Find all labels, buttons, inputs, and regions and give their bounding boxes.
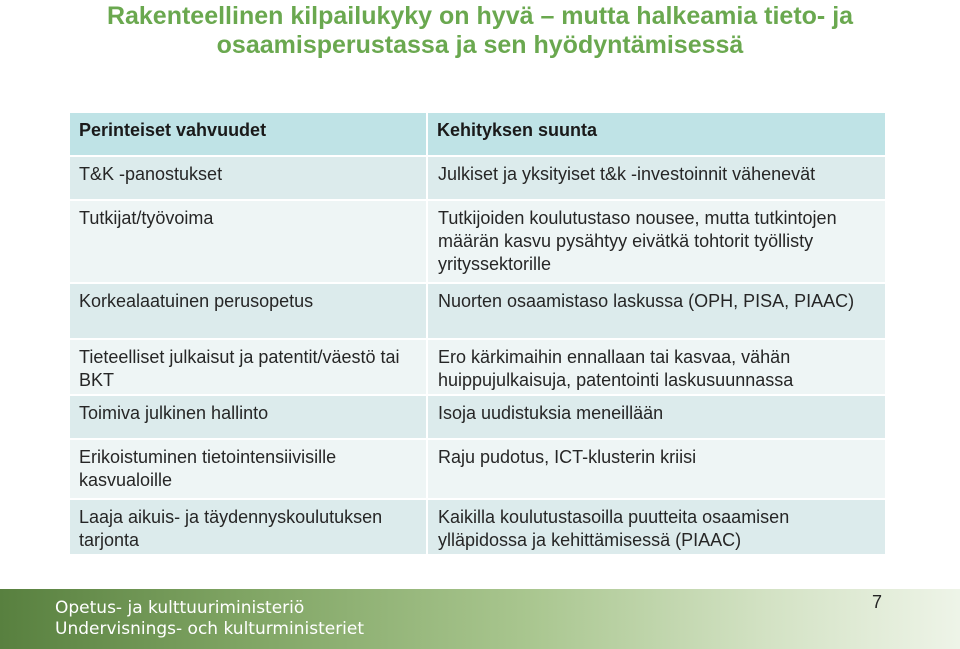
table-row bbox=[69, 156, 886, 200]
table-row bbox=[69, 200, 886, 283]
strength-cell: Toimiva julkinen hallinto bbox=[69, 395, 427, 439]
strength-cell: Tieteelliset julkaisut ja patentit/väestö tai BKT bbox=[69, 339, 427, 395]
page-number: 7 bbox=[871, 592, 882, 612]
trend-cell: Tutkijoiden koulutustaso nousee, mutta tutkintojen määrän kasvu pysähtyy eivätkä tohtorit työllisty yrityssektorille bbox=[427, 200, 886, 283]
strength-cell: Laaja aikuis- ja täydennyskoulutuksen tarjonta bbox=[69, 499, 427, 555]
header-perinteiset-vahvuudet: Perinteiset vahvuudet bbox=[69, 112, 427, 156]
comparison-table bbox=[68, 111, 887, 556]
strength-cell: T&K -panostukset bbox=[69, 156, 427, 200]
slide-title bbox=[0, 0, 960, 60]
ministry-name-finnish: Opetus- ja kulttuuriministeriö bbox=[55, 598, 305, 618]
table-header-row bbox=[69, 112, 886, 156]
ministry-name-swedish: Undervisnings- och kulturministeriet bbox=[55, 619, 365, 639]
table-row bbox=[69, 283, 886, 339]
strength-cell: Erikoistuminen tietointensiivisille kasvualoille bbox=[69, 439, 427, 499]
slide-title-line-2: osaamisperustassa ja sen hyödyntämisessä bbox=[216, 31, 744, 59]
footer-band bbox=[0, 589, 960, 649]
ministry-logo-text bbox=[55, 598, 364, 640]
trend-cell: Nuorten osaamistaso laskussa (OPH, PISA, PIAAC) bbox=[427, 283, 886, 339]
strength-cell: Korkealaatuinen perusopetus bbox=[69, 283, 427, 339]
trend-cell: Isoja uudistuksia meneillään bbox=[427, 395, 886, 439]
strength-cell: Tutkijat/työvoima bbox=[69, 200, 427, 283]
trend-cell: Ero kärkimaihin ennallaan tai kasvaa, vähän huippujulkaisuja, patentointi laskusuunnassa bbox=[427, 339, 886, 395]
table-row bbox=[69, 395, 886, 439]
trend-cell: Raju pudotus, ICT-klusterin kriisi bbox=[427, 439, 886, 499]
trend-cell: Julkiset ja yksityiset t&k -investoinnit vähenevät bbox=[427, 156, 886, 200]
header-kehityksen-suunta: Kehityksen suunta bbox=[427, 112, 886, 156]
table-row bbox=[69, 439, 886, 499]
trend-cell: Kaikilla koulutustasoilla puutteita osaamisen ylläpidossa ja kehittämisessä (PIAAC) bbox=[427, 499, 886, 555]
table-row bbox=[69, 339, 886, 395]
slide-title-line-1: Rakenteellinen kilpailukyky on hyvä – mutta halkeamia tieto- ja bbox=[106, 2, 854, 30]
table-row bbox=[69, 499, 886, 555]
